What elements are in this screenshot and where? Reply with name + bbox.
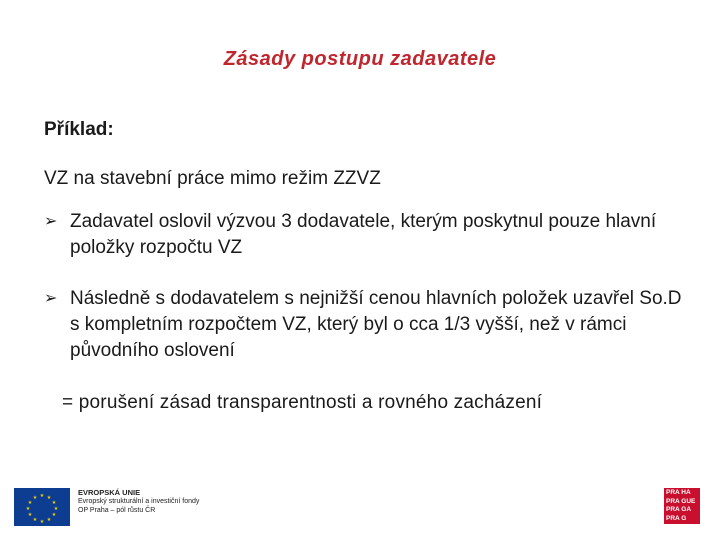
praha-logo-line: PRA GA (666, 506, 692, 513)
svg-text:★: ★ (27, 500, 33, 506)
bullet-text: Zadavatel oslovil výzvou 3 dodavatele, kterým poskytnul pouze hlavní položky rozpočtu VZ (70, 211, 657, 258)
svg-text:★: ★ (32, 495, 38, 501)
arrow-bullet-icon: ➢ (44, 213, 58, 230)
eu-footer-logo (14, 488, 199, 526)
eu-heading: EVROPSKÁ UNIE (78, 488, 141, 497)
svg-text:★: ★ (39, 519, 45, 525)
intro-text: VZ na stavební práce mimo režim ZZVZ (44, 168, 381, 189)
bullet-item (44, 286, 684, 364)
eu-line: OP Praha – pól růstu ČR (78, 507, 156, 514)
eu-text-block (78, 488, 199, 515)
svg-text:★: ★ (53, 506, 59, 512)
praha-logo (664, 488, 700, 524)
praha-logo-line: PRA HA (666, 489, 691, 496)
svg-text:★: ★ (27, 512, 33, 518)
slide-title: Zásady postupu zadavatele (223, 48, 497, 70)
svg-text:★: ★ (51, 500, 57, 506)
praha-logo-line: PRA GUE (666, 497, 696, 505)
praha-logo-line: PRA G (666, 514, 687, 522)
slide-subtitle: Příklad: (44, 119, 114, 140)
svg-text:★: ★ (39, 493, 45, 499)
svg-text:★: ★ (32, 517, 38, 523)
arrow-bullet-icon: ➢ (44, 290, 58, 307)
svg-text:★: ★ (51, 512, 57, 518)
conclusion-text: = porušení zásad transparentnosti a rovného zacházení (62, 392, 543, 413)
svg-text:★: ★ (25, 506, 31, 512)
eu-flag-icon (14, 488, 70, 526)
svg-text:★: ★ (46, 517, 52, 523)
svg-text:★: ★ (46, 495, 52, 501)
bullet-item (44, 209, 684, 261)
eu-line: Evropský strukturální a investiční fondy (78, 498, 200, 505)
bullet-text: Následně s dodavatelem s nejnižší cenou hlavních položek uzavřel So.D s kompletním rozpočtem VZ, který byl o cca 1/3 vyšší, než v rámci původního oslovení (70, 288, 682, 361)
